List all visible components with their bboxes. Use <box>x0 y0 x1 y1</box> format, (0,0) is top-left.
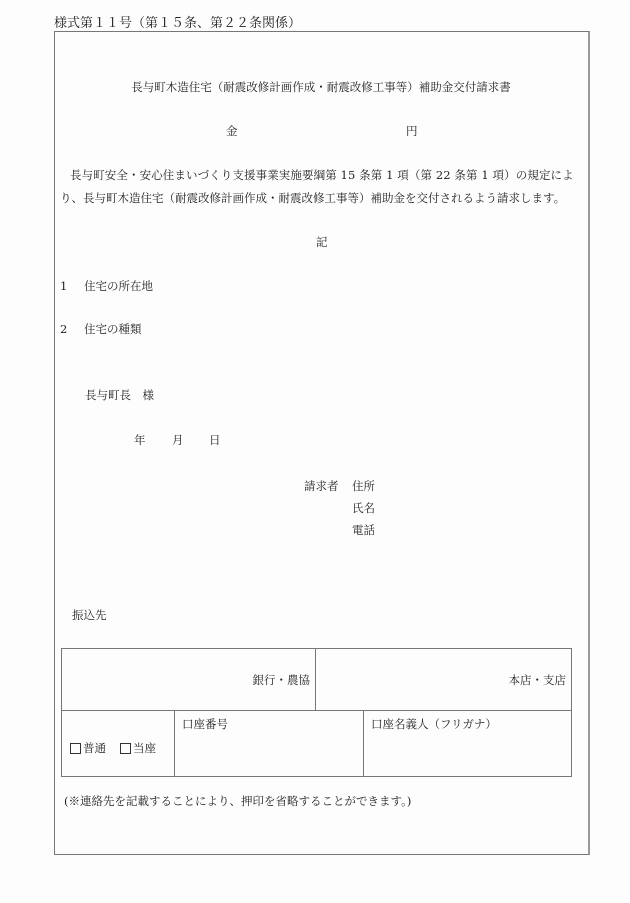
account-type-cell <box>62 711 175 777</box>
account-holder-label: 口座名義人（フリガナ） <box>371 717 497 731</box>
checkbox-icon <box>70 743 81 754</box>
claimant-name-label: 氏名 <box>352 501 375 515</box>
body-line-1: 長与町安全・安心住まいづくり支援事業実施要綱第 15 条第 1 項（第 22 条第 1 項）の規定によ <box>70 168 574 182</box>
document-title: 長与町木造住宅（耐震改修計画作成・耐震改修工事等）補助金交付請求書 <box>131 80 511 94</box>
body-line-2: り、長与町木造住宅（耐震改修計画作成・耐震改修工事等）補助金を交付されるよう請求します。 <box>60 191 566 205</box>
branch-name-cell[interactable] <box>316 649 572 711</box>
transfer-label: 振込先 <box>72 608 107 622</box>
date-year: 年 <box>134 433 146 447</box>
claimant-block <box>304 475 375 541</box>
seal-omission-note: (※連絡先を記載することにより、押印を省略することができます。) <box>64 794 412 808</box>
bank-suffix: 銀行・農協 <box>252 672 310 687</box>
bank-name-cell[interactable] <box>62 649 316 711</box>
ki-heading: 記 <box>316 235 328 249</box>
item-label: 住宅の所在地 <box>84 279 153 293</box>
item-location <box>60 278 153 294</box>
item-house-type <box>60 321 142 337</box>
claimant-address-label: 住所 <box>352 479 375 493</box>
claimant-label: 請求者 <box>304 479 339 493</box>
addressee: 長与町長 様 <box>85 388 154 402</box>
account-number-cell[interactable] <box>175 711 364 777</box>
claimant-phone-label: 電話 <box>352 523 375 537</box>
item-number: 1 <box>60 279 68 293</box>
bank-account-table <box>61 648 572 777</box>
date-month: 月 <box>172 433 184 447</box>
amount-label: 金 <box>226 124 238 138</box>
account-number-label: 口座番号 <box>182 717 228 731</box>
item-number: 2 <box>60 322 68 336</box>
body-paragraph <box>60 164 588 210</box>
form-number: 様式第１１号（第１５条、第２２条関係） <box>54 16 302 31</box>
account-holder-cell[interactable] <box>364 711 572 777</box>
checkbox-ordinary-label: 普通 <box>83 741 106 756</box>
checkbox-ordinary[interactable] <box>70 740 106 756</box>
date-day: 日 <box>209 433 221 447</box>
branch-suffix: 本店・支店 <box>508 672 566 687</box>
checkbox-current-label: 当座 <box>133 741 156 756</box>
item-label: 住宅の種類 <box>84 322 142 336</box>
checkbox-icon <box>120 743 131 754</box>
date-line <box>134 432 221 448</box>
amount-unit: 円 <box>406 124 418 138</box>
checkbox-current[interactable] <box>120 740 156 756</box>
